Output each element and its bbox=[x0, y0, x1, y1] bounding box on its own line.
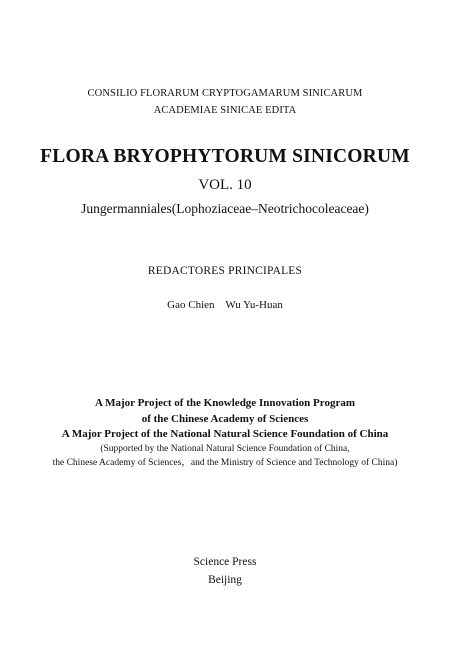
support-line-1: (Supported by the National Natural Science Foundation of China, bbox=[100, 444, 350, 454]
header-line-2: ACADEMIAE SINICAE EDITA bbox=[153, 105, 297, 116]
header-line-1: CONSILIO FLORARUM CRYPTOGAMARUM SINICARUM bbox=[87, 88, 363, 99]
project-line-3: A Major Project of the National Natural Science Foundation of China bbox=[61, 428, 389, 440]
support-line-2: the Chinese Academy of Sciences，and the Ministry of Science and Technology of China) bbox=[52, 458, 398, 468]
publisher-city: Beijing bbox=[208, 574, 242, 586]
editors-names: Gao Chien Wu Yu-Huan bbox=[167, 299, 283, 311]
editors-heading: REDACTORES PRINCIPALES bbox=[147, 265, 303, 277]
volume-number: VOL. 10 bbox=[198, 177, 252, 193]
publisher-name: Science Press bbox=[193, 556, 257, 568]
main-title: FLORA BRYOPHYTORUM SINICORUM bbox=[40, 146, 410, 167]
project-line-1: A Major Project of the Knowledge Innovation Program bbox=[95, 397, 355, 409]
project-line-2: of the Chinese Academy of Sciences bbox=[141, 413, 309, 425]
volume-subtitle: Jungermanniales(Lophoziaceae–Neotrichocoleaceae) bbox=[81, 201, 369, 216]
